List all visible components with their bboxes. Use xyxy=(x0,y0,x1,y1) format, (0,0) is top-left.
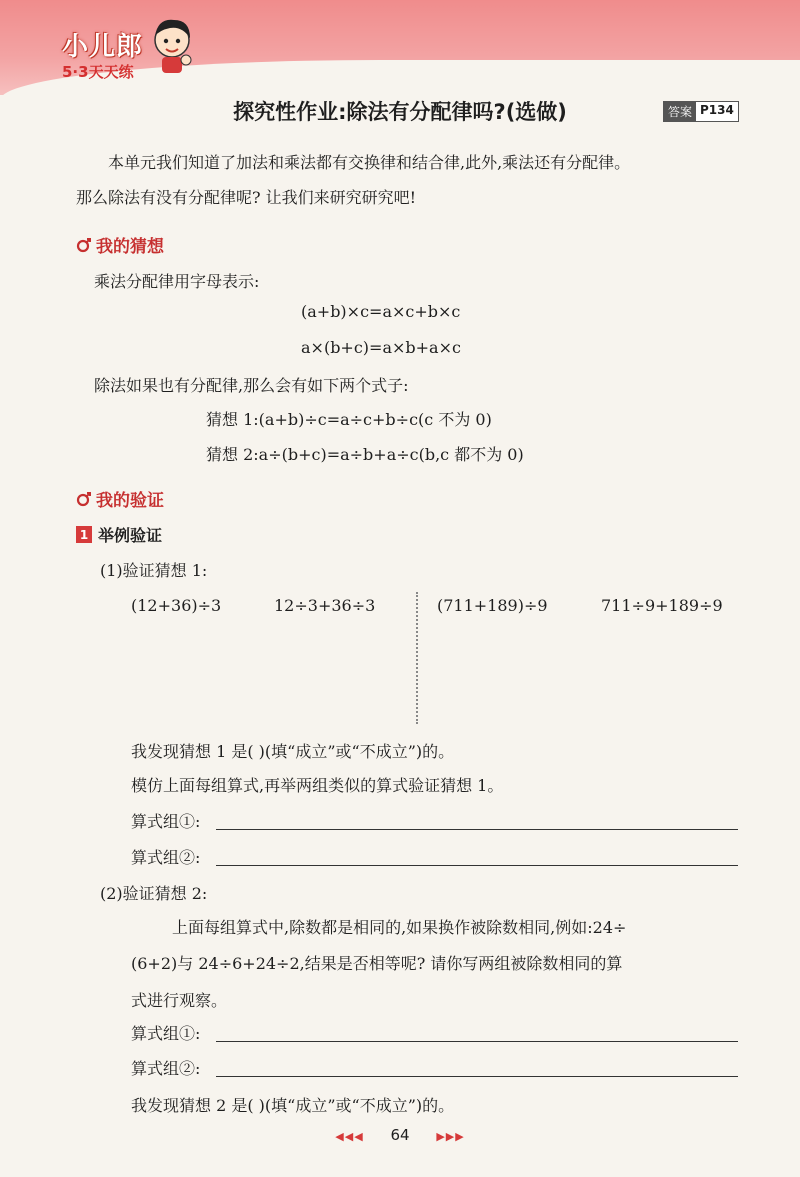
mascot-icon xyxy=(148,14,196,76)
conjecture-1: 猜想 1:(a+b)÷c=a÷c+b÷c(c 不为 0) xyxy=(206,410,492,429)
section-guess-heading: 我的猜想 xyxy=(96,237,164,257)
formula-1: (a+b)×c=a×c+b×c xyxy=(301,302,461,321)
section-guess xyxy=(76,232,164,257)
conjecture-2: 猜想 2:a÷(b+c)=a÷b+a÷c(b,c 都不为 0) xyxy=(206,445,524,464)
finding-1: 我发现猜想 1 是( )(填“成立”或“不成立”)的。 xyxy=(131,742,455,761)
column-divider xyxy=(416,592,418,724)
formula-2: a×(b+c)=a×b+a×c xyxy=(301,338,461,357)
intro-line-2: 那么除法有没有分配律呢? 让我们来研究研究吧! xyxy=(76,188,417,207)
page-number: 64 xyxy=(390,1126,410,1144)
expression-4: 711÷9+189÷9 xyxy=(601,596,723,615)
group-2-label: 算式组②: xyxy=(131,848,201,867)
left-arrows-icon: ◀◀◀ xyxy=(335,1130,364,1143)
group-4-label: 算式组②: xyxy=(131,1059,201,1078)
group-1-answer-line[interactable] xyxy=(216,829,738,830)
group-3-label: 算式组①: xyxy=(131,1024,201,1043)
expression-1: (12+36)÷3 xyxy=(131,596,222,615)
part2-line-1: 上面每组算式中,除数都是相同的,如果换作被除数相同,例如:24÷ xyxy=(172,918,627,937)
expression-2: 12÷3+36÷3 xyxy=(274,596,376,615)
brand-bottom: 5·3天天练 xyxy=(62,63,134,81)
imitate-instruction: 模仿上面每组算式,再举两组类似的算式验证猜想 1。 xyxy=(131,776,504,795)
guess-lead: 乘法分配律用字母表示: xyxy=(94,272,260,291)
brand-top: 小儿郎 xyxy=(62,32,144,62)
right-arrows-icon: ▶▶▶ xyxy=(436,1130,465,1143)
group-3-answer-line[interactable] xyxy=(216,1041,738,1042)
part2-label: (2)验证猜想 2: xyxy=(100,884,208,903)
finding-2: 我发现猜想 2 是( )(填“成立”或“不成立”)的。 xyxy=(131,1096,455,1115)
section-marker-icon xyxy=(76,237,92,253)
section-marker-icon xyxy=(76,491,92,507)
answer-page: P134 xyxy=(696,102,738,121)
section-verify xyxy=(76,486,164,511)
page-footer xyxy=(0,1126,800,1144)
subsection-number: 1 xyxy=(76,526,92,543)
group-1-label: 算式组①: xyxy=(131,812,201,831)
part2-line-3: 式进行观察。 xyxy=(131,991,228,1010)
subsection-label: 举例验证 xyxy=(98,526,163,545)
part1-label: (1)验证猜想 1: xyxy=(100,561,208,580)
part2-line-2: (6+2)与 24÷6+24÷2,结果是否相等呢? 请你写两组被除数相同的算 xyxy=(131,954,623,973)
section-verify-heading: 我的验证 xyxy=(96,491,164,511)
page-title: 探究性作业:除法有分配律吗?(选做) xyxy=(233,100,567,124)
group-4-answer-line[interactable] xyxy=(216,1076,738,1077)
group-2-answer-line[interactable] xyxy=(216,865,738,866)
answer-reference xyxy=(663,101,739,122)
intro-line-1: 本单元我们知道了加法和乘法都有交换律和结合律,此外,乘法还有分配律。 xyxy=(108,153,631,172)
guess-lead-2: 除法如果也有分配律,那么会有如下两个式子: xyxy=(94,376,409,395)
answer-label: 答案 xyxy=(664,102,696,121)
subsection-example xyxy=(76,523,162,546)
expression-3: (711+189)÷9 xyxy=(437,596,548,615)
brand-logo xyxy=(62,26,143,82)
